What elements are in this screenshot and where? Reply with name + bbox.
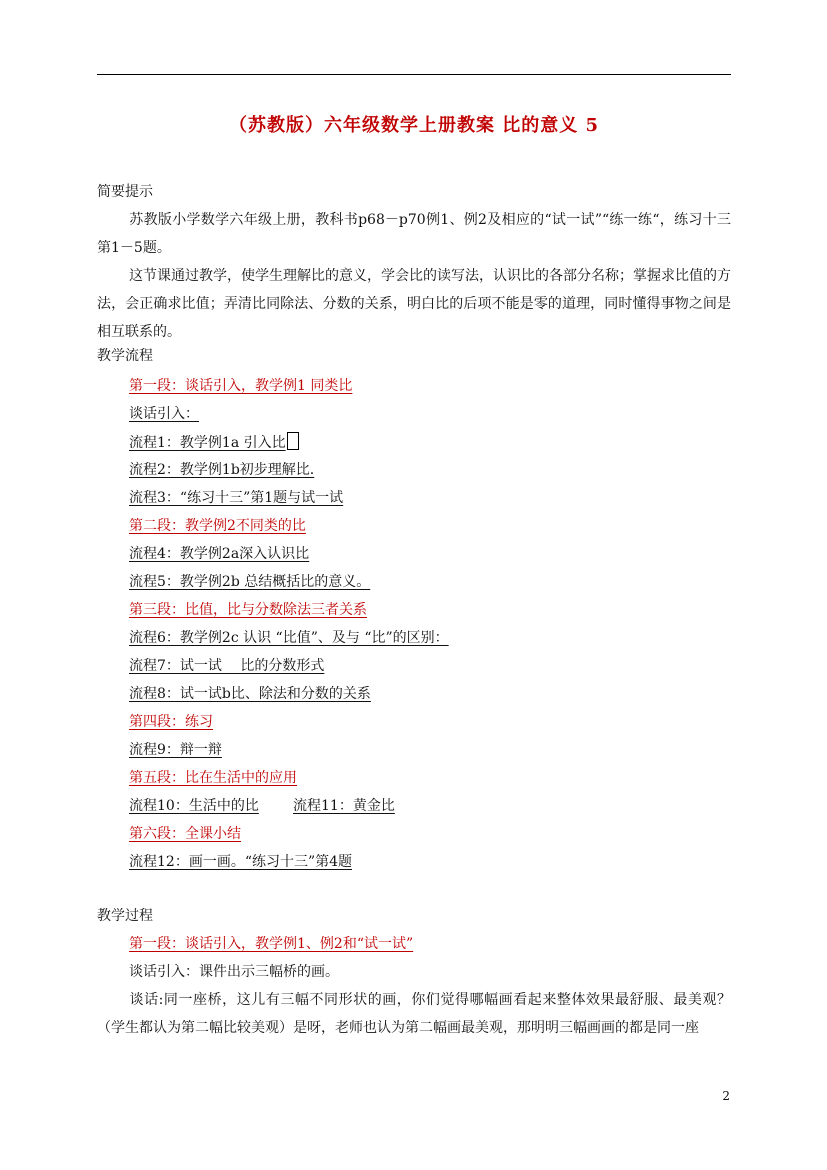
summary-heading: 简要提示 — [97, 184, 153, 200]
flow-step-4: 流程4：教学例2a深入认识比 — [129, 546, 310, 562]
flow-step-3: 流程3：“练习十三”第1题与试一试 — [129, 490, 344, 506]
summary-paragraph-2 — [97, 262, 731, 346]
summary-paragraph-1 — [97, 206, 731, 262]
process-intro: 谈话引入：课件出示三幅桥的画。 — [129, 964, 339, 980]
header-rule — [97, 74, 731, 75]
flow-step-9: 流程9：辩一辩 — [129, 742, 222, 758]
process-talk-text: 谈话:同一座桥，这儿有三幅不同形状的画，你们觉得哪幅画看起来整体效果最舒服、最美观？（学生都认为第二幅比较美观）是呀，老师也认为第二幅画最美观，那明明三幅画画的都是同一座 — [97, 992, 731, 1036]
process-section-1: 第一段：谈话引入，教学例1、例2和“试一试” — [129, 936, 414, 952]
flow-step-10: 流程10：生活中的比 — [129, 798, 259, 814]
flow-step-11: 流程11：黄金比 — [293, 798, 395, 814]
flow-section-1: 第一段：谈话引入，教学例1 同类比 — [129, 378, 353, 394]
process-heading: 教学过程 — [97, 908, 153, 924]
flow-intro: 谈话引入： — [129, 406, 199, 422]
flow-section-2: 第二段：教学例2不同类的比 — [129, 518, 306, 534]
flow-heading: 教学流程 — [97, 348, 153, 364]
flow-step-6: 流程6：教学例2c 认识 “比值”、及与 “比”的区别： — [129, 630, 449, 646]
flow-step-5: 流程5：教学例2b 总结概括比的意义。 — [129, 574, 371, 590]
flow-step-1-text: 流程1：教学例1a 引入比 — [129, 435, 286, 451]
page-number: 2 — [722, 1089, 730, 1103]
flow-step-2: 流程2：教学例1b初步理解比. — [129, 462, 315, 478]
summary-paragraph-2-text: 这节课通过教学，使学生理解比的意义，学会比的读写法，认识比的各部分名称；掌握求比值的方法，会正确求比值；弄清比同除法、分数的关系，明白比的后项不能是零的道理，同时懂得事物之间是相互联系的。 — [97, 268, 731, 340]
flow-step-8: 流程8：试一试b比、除法和分数的关系 — [129, 686, 371, 702]
flow-step-12: 流程12：画一画。“练习十三”第4题 — [129, 854, 353, 870]
document-title: （苏教版）六年级数学上册教案 比的意义 5 — [228, 115, 600, 136]
placeholder-box — [287, 432, 299, 450]
flow-section-5: 第五段：比在生活中的应用 — [129, 770, 297, 786]
flow-section-3: 第三段：比值，比与分数除法三者关系 — [129, 602, 367, 618]
flow-section-6: 第六段：全课小结 — [129, 826, 241, 842]
flow-step-7: 流程7：试一试 比的分数形式 — [129, 658, 325, 674]
flow-step-1 — [129, 432, 299, 453]
flow-section-4: 第四段：练习 — [129, 714, 213, 730]
process-talk — [97, 986, 731, 1042]
summary-paragraph-1-text: 苏教版小学数学六年级上册，教科书p68－p70例1、例2及相应的“试一试”“练一练“，练习十三第1－5题。 — [97, 212, 731, 256]
